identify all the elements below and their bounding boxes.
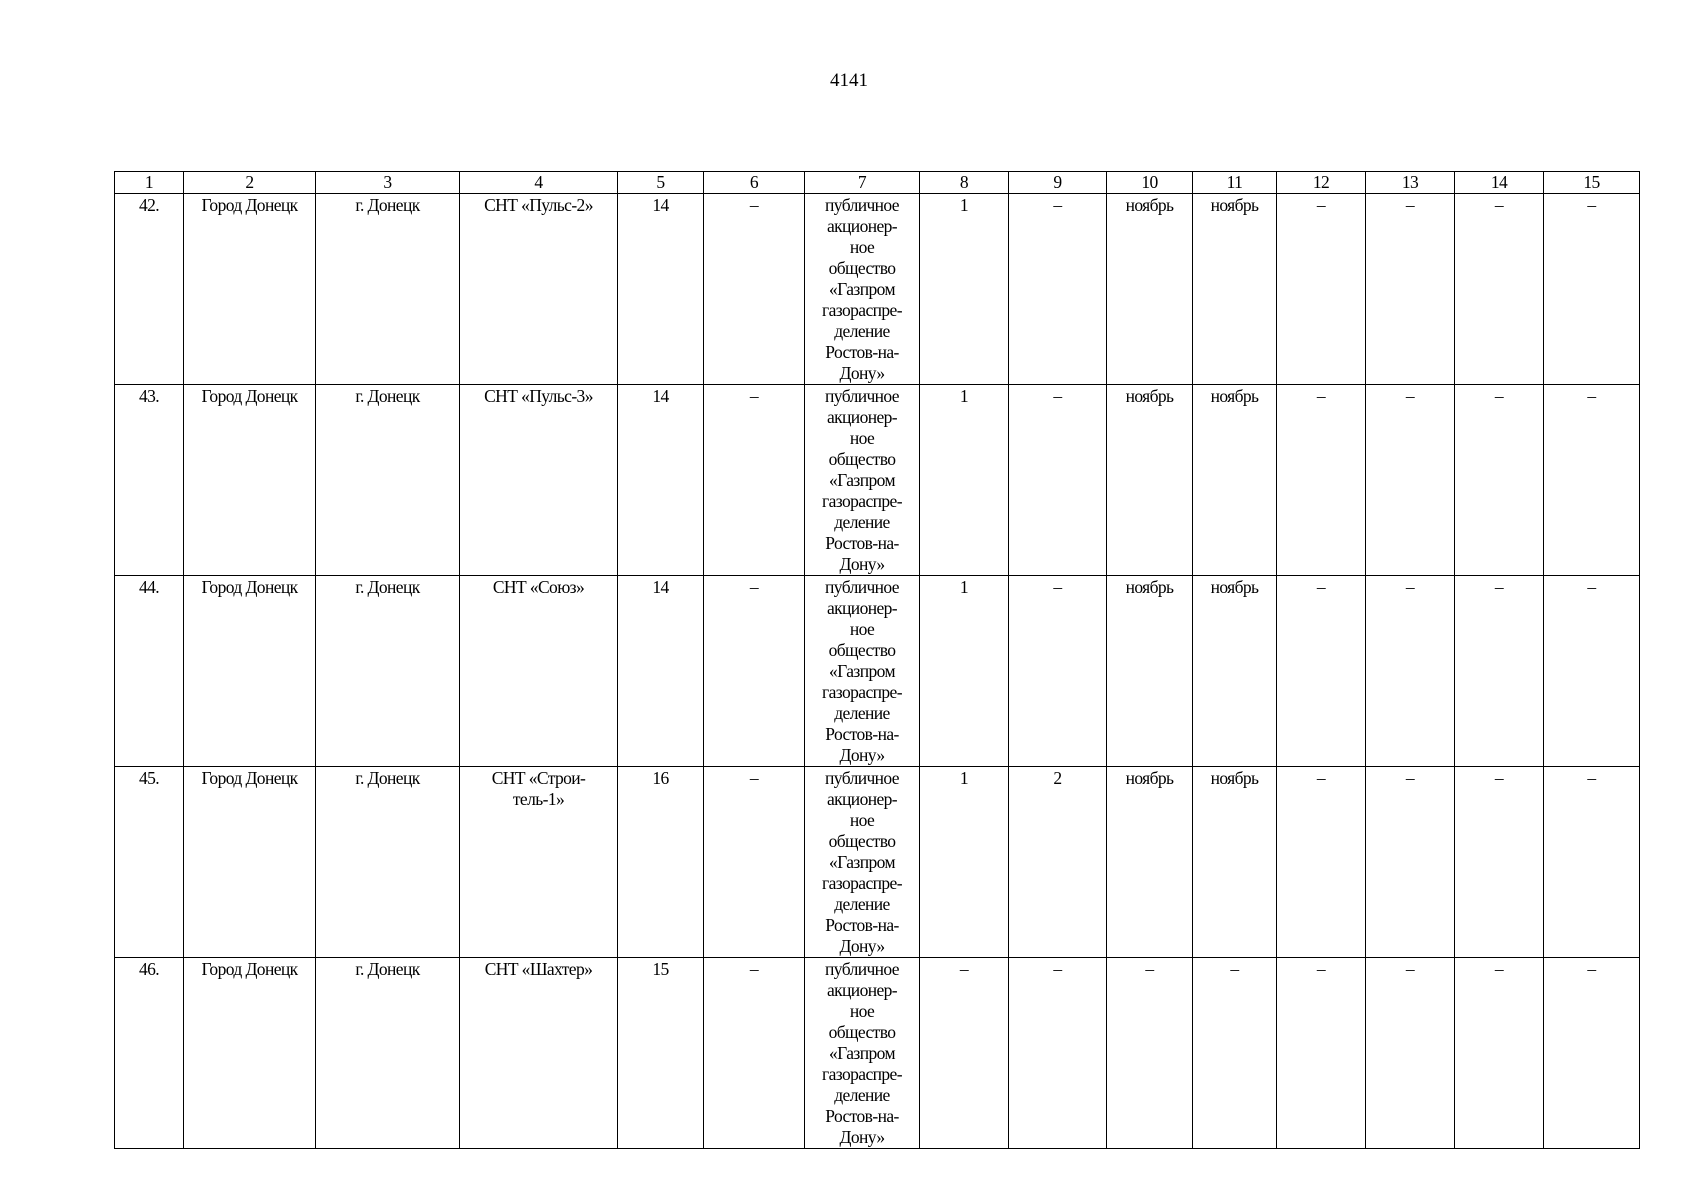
table-cell: [460, 194, 618, 385]
cell-line: Дону»: [839, 554, 885, 574]
column-number-row: [115, 172, 1640, 194]
table-cell: 44.: [115, 576, 184, 767]
column-number: 1: [115, 172, 184, 194]
table-cell: ноябрь: [1193, 767, 1277, 958]
cell-line: общество: [828, 258, 896, 278]
table-cell: г. Донецк: [316, 767, 460, 958]
cell-line: газораспре-: [822, 1064, 902, 1084]
table-cell: Город Донецк: [184, 194, 316, 385]
table-cell: 43.: [115, 385, 184, 576]
table-cell: г. Донецк: [316, 958, 460, 1149]
cell-line: деление: [834, 321, 890, 341]
cell-line: публичное: [825, 195, 899, 215]
cell-line: общество: [828, 449, 896, 469]
cell-line: Дону»: [839, 363, 885, 383]
cell-line: Дону»: [839, 745, 885, 765]
table-cell: 14: [618, 385, 704, 576]
cell-line: Ростов-на-: [825, 342, 899, 362]
data-table: [114, 171, 1640, 1149]
cell-line: СНТ «Пульс-2»: [484, 195, 593, 215]
table-cell: –: [1455, 958, 1544, 1149]
column-number: 9: [1009, 172, 1107, 194]
cell-line: Ростов-на-: [825, 724, 899, 744]
table-cell: –: [1455, 385, 1544, 576]
cell-line: СНТ «Союз»: [492, 577, 585, 597]
table-cell: 1: [920, 576, 1009, 767]
cell-line: публичное: [825, 577, 899, 597]
cell-line: акционер-: [826, 407, 898, 427]
table-cell: ноябрь: [1193, 385, 1277, 576]
column-number: 10: [1107, 172, 1193, 194]
table-cell: –: [1009, 194, 1107, 385]
table-cell: –: [1009, 385, 1107, 576]
column-number: 7: [805, 172, 920, 194]
cell-line: ное: [849, 237, 875, 257]
table-cell: Город Донецк: [184, 767, 316, 958]
table-cell: –: [1009, 576, 1107, 767]
cell-line: публичное: [825, 386, 899, 406]
table-row: [115, 958, 1640, 1149]
cell-line: тель-1»: [512, 789, 565, 809]
table-cell: 1: [920, 767, 1009, 958]
table-cell: 14: [618, 576, 704, 767]
table-row: [115, 194, 1640, 385]
cell-line: СНТ «Строи-: [491, 768, 586, 788]
table-cell: 2: [1009, 767, 1107, 958]
table-cell: –: [1366, 958, 1455, 1149]
table-cell: ноябрь: [1107, 194, 1193, 385]
cell-line: публичное: [825, 768, 899, 788]
table-cell: ноябрь: [1107, 767, 1193, 958]
cell-line: газораспре-: [822, 682, 902, 702]
cell-line: общество: [828, 831, 896, 851]
table-cell: 1: [920, 194, 1009, 385]
table-cell: –: [1366, 194, 1455, 385]
column-number: 8: [920, 172, 1009, 194]
cell-line: публичное: [825, 959, 899, 979]
cell-line: «Газпром: [829, 1043, 895, 1063]
cell-line: «Газпром: [829, 852, 895, 872]
table-cell: [805, 576, 920, 767]
table-cell: [460, 958, 618, 1149]
table-cell: –: [1455, 194, 1544, 385]
cell-line: общество: [828, 1022, 896, 1042]
column-number: 2: [184, 172, 316, 194]
cell-line: акционер-: [826, 980, 898, 1000]
cell-line: «Газпром: [829, 661, 895, 681]
table-cell: Город Донецк: [184, 958, 316, 1149]
cell-line: СНТ «Шахтер»: [484, 959, 593, 979]
table-cell: [460, 767, 618, 958]
table-cell: 46.: [115, 958, 184, 1149]
cell-line: ное: [849, 810, 875, 830]
table-cell: –: [1544, 576, 1640, 767]
cell-line: ное: [849, 428, 875, 448]
cell-line: газораспре-: [822, 873, 902, 893]
table-row: [115, 385, 1640, 576]
table-cell: –: [920, 958, 1009, 1149]
page-number: 4141: [830, 70, 868, 91]
cell-line: Ростов-на-: [825, 533, 899, 553]
table-cell: [460, 576, 618, 767]
table-cell: –: [1366, 767, 1455, 958]
cell-line: ное: [849, 1001, 875, 1021]
table-cell: –: [1193, 958, 1277, 1149]
table-cell: –: [1544, 385, 1640, 576]
column-number: 15: [1544, 172, 1640, 194]
cell-line: «Газпром: [829, 470, 895, 490]
table-cell: –: [1277, 958, 1366, 1149]
cell-line: акционер-: [826, 216, 898, 236]
table-cell: –: [1366, 385, 1455, 576]
table-cell: –: [704, 958, 805, 1149]
cell-line: СНТ «Пульс-3»: [484, 386, 593, 406]
table-cell: –: [1366, 576, 1455, 767]
table-cell: 16: [618, 767, 704, 958]
cell-line: Ростов-на-: [825, 1106, 899, 1126]
table-cell: –: [1455, 767, 1544, 958]
column-number: 5: [618, 172, 704, 194]
table-cell: –: [1277, 385, 1366, 576]
table-cell: ноябрь: [1193, 194, 1277, 385]
cell-line: Ростов-на-: [825, 915, 899, 935]
cell-line: деление: [834, 1085, 890, 1105]
cell-line: Дону»: [839, 1127, 885, 1147]
cell-line: Дону»: [839, 936, 885, 956]
column-number: 4: [460, 172, 618, 194]
table-cell: Город Донецк: [184, 576, 316, 767]
cell-line: акционер-: [826, 598, 898, 618]
table-cell: г. Донецк: [316, 576, 460, 767]
table-cell: [805, 767, 920, 958]
table-cell: –: [1544, 958, 1640, 1149]
table-row: [115, 576, 1640, 767]
table-cell: –: [704, 767, 805, 958]
cell-line: «Газпром: [829, 279, 895, 299]
table-cell: –: [1544, 194, 1640, 385]
cell-line: ное: [849, 619, 875, 639]
column-number: 11: [1193, 172, 1277, 194]
table-cell: г. Донецк: [316, 385, 460, 576]
table-cell: –: [1107, 958, 1193, 1149]
table-cell: –: [1277, 767, 1366, 958]
table-cell: 1: [920, 385, 1009, 576]
table-cell: [460, 385, 618, 576]
table-cell: –: [1455, 576, 1544, 767]
cell-line: деление: [834, 703, 890, 723]
table-cell: –: [1544, 767, 1640, 958]
column-number: 14: [1455, 172, 1544, 194]
cell-line: газораспре-: [822, 300, 902, 320]
table-cell: Город Донецк: [184, 385, 316, 576]
table-cell: 45.: [115, 767, 184, 958]
cell-line: акционер-: [826, 789, 898, 809]
column-number: 3: [316, 172, 460, 194]
table-cell: –: [704, 194, 805, 385]
column-number: 13: [1366, 172, 1455, 194]
cell-line: общество: [828, 640, 896, 660]
table-cell: –: [1277, 194, 1366, 385]
cell-line: деление: [834, 894, 890, 914]
column-number: 6: [704, 172, 805, 194]
cell-line: деление: [834, 512, 890, 532]
table-cell: [805, 958, 920, 1149]
table-cell: –: [1009, 958, 1107, 1149]
table-cell: ноябрь: [1107, 576, 1193, 767]
table-row: [115, 767, 1640, 958]
table-cell: –: [704, 385, 805, 576]
table-cell: –: [1277, 576, 1366, 767]
table-cell: 42.: [115, 194, 184, 385]
table-cell: –: [704, 576, 805, 767]
table-cell: [805, 194, 920, 385]
column-number: 12: [1277, 172, 1366, 194]
table-cell: ноябрь: [1193, 576, 1277, 767]
table-cell: [805, 385, 920, 576]
cell-line: газораспре-: [822, 491, 902, 511]
table-cell: г. Донецк: [316, 194, 460, 385]
table-cell: 15: [618, 958, 704, 1149]
table-cell: 14: [618, 194, 704, 385]
table-cell: ноябрь: [1107, 385, 1193, 576]
